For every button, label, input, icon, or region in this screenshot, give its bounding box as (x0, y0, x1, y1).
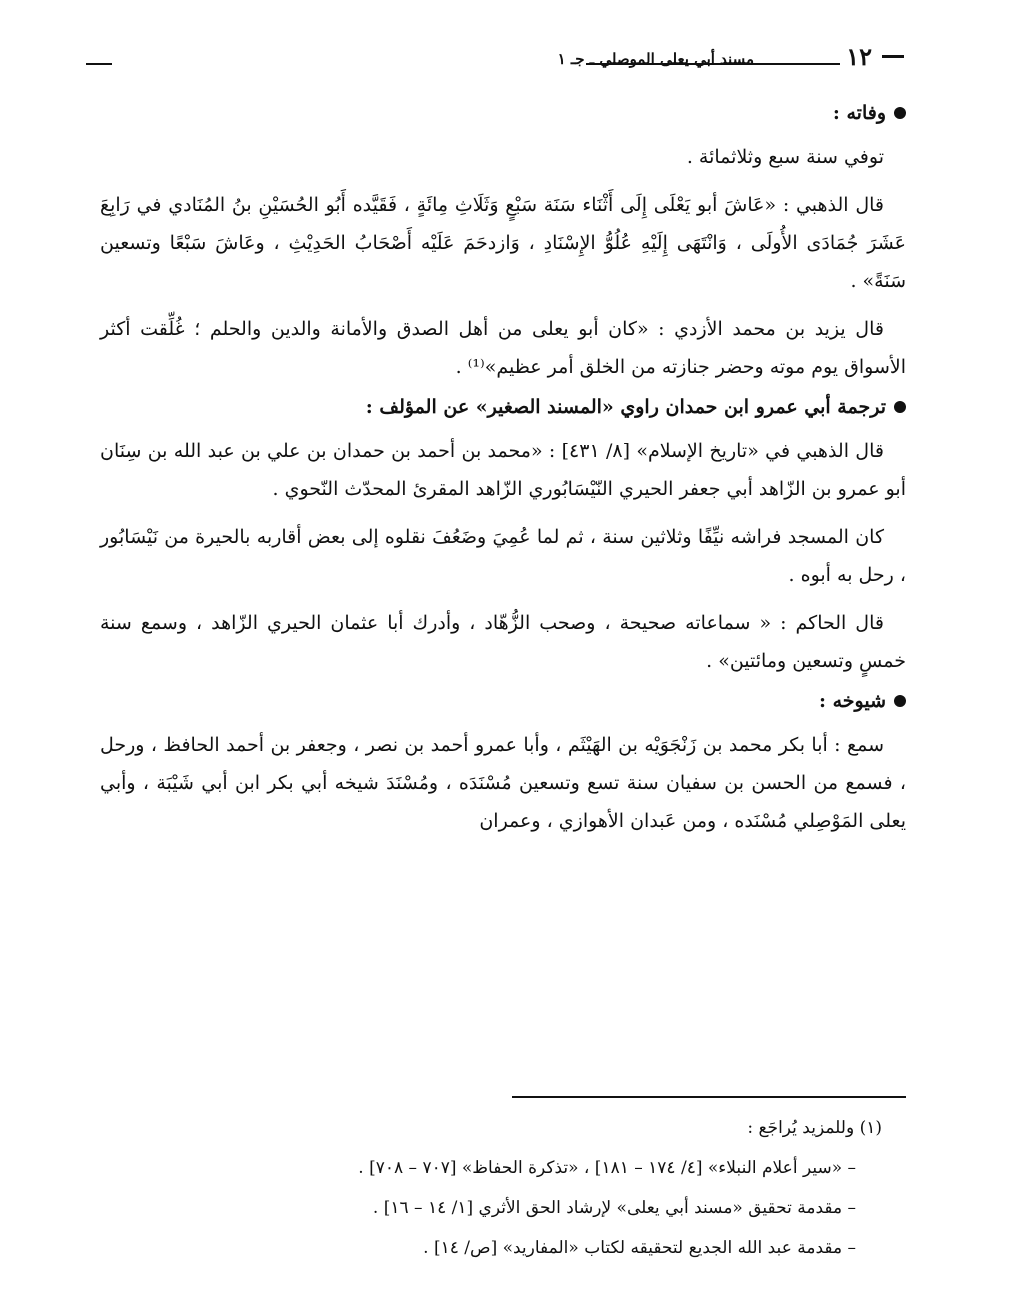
bullet-icon (894, 107, 906, 119)
header-dash (882, 55, 904, 58)
bullet-icon (894, 401, 906, 413)
footnote-rule (512, 1096, 906, 1098)
heading-text: ترجمة أبي عمرو ابن حمدان راوي «المسند الصغير» عن المؤلف : (365, 396, 886, 418)
footnote-1: (١) وللمزيد يُراجَع : (747, 1118, 882, 1138)
running-header (86, 36, 904, 76)
heading-text: وفاته : (832, 102, 886, 124)
main-text (100, 96, 906, 850)
paragraph: توفي سنة سبع وثلاثمائة . (686, 146, 884, 168)
section-heading-teachers (100, 690, 906, 712)
paragraph: قال الذهبي في «تاريخ الإسلام» [٨/ ٤٣١] : «محمد بن أحمد بن حمدان بن علي بن عبد الله بن سِنَان أبو عمرو بن الزّاهد أبي جعفر الحيري النّيْسَابُوري الزّاهد المقرئ المحدّث النّحوي . (100, 440, 906, 500)
section-heading-death (100, 102, 906, 124)
paragraph: سمع : أبا بكر محمد بن زَنْجَوَيْه بن الهَيْثَم ، وأبا عمرو أحمد بن نصر ، وجعفر بن أحمد الحافظ ، ورحل ، فسمع من الحسن بن سفيان سنة تسع وتسعين مُسْنَدَه ، ومُسْنَدَ شيخه أبي بكر ابن أبي شَيْبَة ، وأبي يعلى المَوْصِلي مُسْنَده ، ومن عَبدان الأهوازي ، وعمران (100, 734, 906, 832)
bullet-icon (894, 695, 906, 707)
section-heading-biography (100, 396, 906, 418)
paragraph: قال يزيد بن محمد الأزدي : «كان أبو يعلى من أهل الصدق والأمانة والدين والحلم ؛ غُلِّقت أكثر الأسواق يوم موته وحضر جنازته من الخلق أمر عظيم»⁽¹⁾ . (100, 318, 906, 378)
page-number-text: ١٢ (846, 42, 872, 71)
footnote-item: – مقدمة تحقيق «مسند أبي يعلى» لإرشاد الحق الأثري [١/ ١٤ – ١٦] . (372, 1198, 856, 1218)
paragraph: قال الذهبي : «عَاشَ أبو يَعْلَى إِلَى أَثْنَاء سَنَة سَبْعٍ وَثَلَاثِ مِائَةٍ ، فَقَيَّده أَبُو الحُسَيْنِ بنُ المُنَادي في رَابِعَ عَشَرَ جُمَادَى الأُولَى ، وَانْتَهَى إِلَيْهِ عُلُوُّ الإِسْنَادِ ، وَازدحَمَ عَلَيْه أَصْحَابُ الحَدِيْثِ ، وعَاشَ سَبْعًا وتسعين سَنَةً» . (100, 194, 906, 292)
paragraph: كان المسجد فراشه نيِّفًا وثلاثين سنة ، ثم لما عُمِيَ وضَعُفَ نقلوه إلى بعض أقاربه بالحيرة من نَيْسَابُور ، رحل به أبوه . (100, 526, 906, 586)
heading-text: شيوخه : (818, 690, 886, 712)
header-rule-end (86, 63, 112, 65)
footnote-item: – «سير أعلام النبلاء» [٤/ ١٧٤ – ١٨١] ، «تذكرة الحفاظ» [٧٠٧ – ٧٠٨] . (358, 1158, 856, 1178)
footnotes (100, 1108, 882, 1268)
header-title: مسند أبي يعلى الموصلي ـ جـ ١ (557, 50, 754, 68)
paragraph: قال الحاكم : « سماعاته صحيحة ، وصحب الزُّهّاد ، وأدرك أبا عثمان الحيري الزّاهد ، وسمع سنة خمسٍ وتسعين ومائتين» . (100, 612, 906, 672)
footnote-item: – مقدمة عبد الله الجديع لتحقيقه لكتاب «المفاريد» [ص/ ١٤] . (423, 1238, 856, 1258)
page-number (846, 42, 904, 71)
